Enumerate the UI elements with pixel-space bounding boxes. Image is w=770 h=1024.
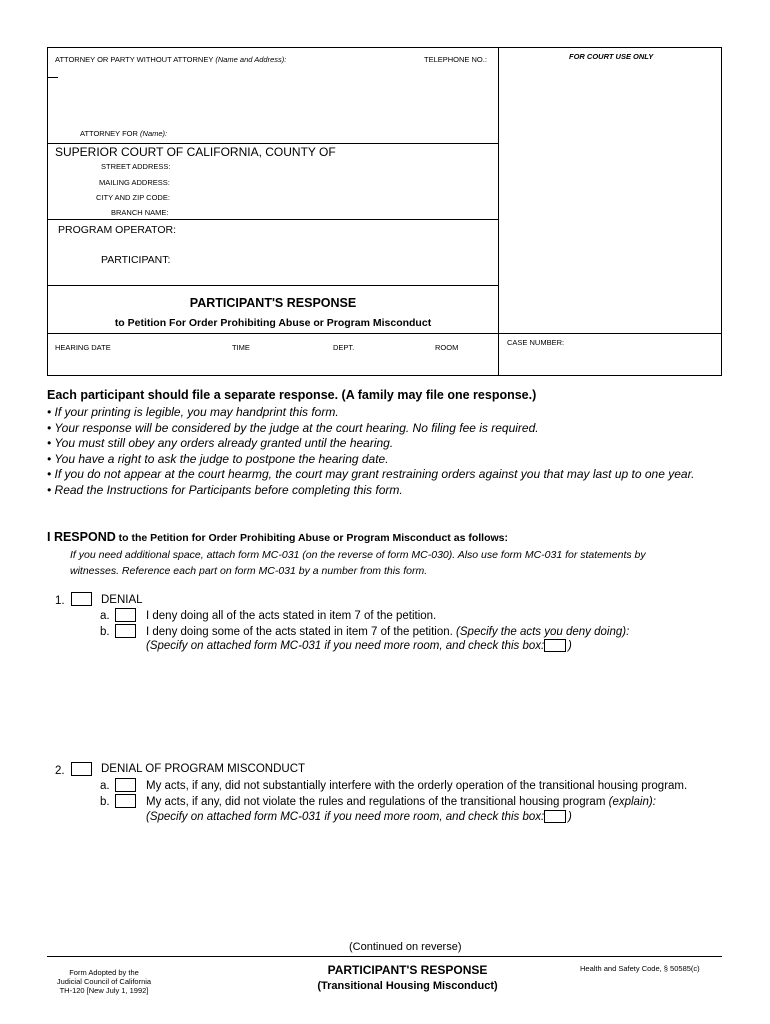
item1b-checkbox[interactable] (115, 624, 136, 638)
item2-number: 2. (55, 765, 65, 777)
program-operator-label: PROGRAM OPERATOR: (58, 224, 177, 236)
item1-number: 1. (55, 595, 65, 607)
item1-title: DENIAL (101, 594, 143, 606)
instruction-item: • If your printing is legible, you may handprint this form. (47, 405, 339, 419)
item1a-checkbox[interactable] (115, 608, 136, 622)
respond-note: If you need additional space, attach form MC-031 (on the reverse of form MC-030). Also use form MC-031 for statements by witnesses. Reference each part on form MC-031 by a number from this form. (70, 549, 646, 577)
item2a-letter: a. (100, 780, 110, 792)
item1-attach-text: (Specify on attached form MC-031 if you need more room, and check this box: (146, 640, 545, 652)
item1-attach-close: ) (568, 640, 572, 652)
item2a-checkbox[interactable] (115, 778, 136, 792)
instruction-item: • Your response will be considered by the judge at the court hearing. No filing fee is required. (47, 420, 539, 435)
case-number-label: CASE NUMBER: (507, 338, 565, 347)
item2-title: DENIAL OF PROGRAM MISCONDUCT (101, 763, 306, 775)
instructions-heading: Each participant should file a separate response. (A family may file one response.) (47, 388, 537, 402)
footer-citation: Health and Safety Code, § 50585(c) (580, 964, 700, 973)
hearing-date-label: HEARING DATE (55, 343, 111, 352)
telephone-label: TELEPHONE NO.: (424, 55, 487, 64)
continued-note: (Continued on reverse) (349, 941, 462, 953)
form-adopted: Form Adopted by the Judicial Council of California TH-120 [New July 1, 1992] (56, 968, 152, 995)
form-subtitle: to Petition For Order Prohibiting Abuse or Program Misconduct (114, 317, 432, 329)
item1a-letter: a. (100, 610, 110, 622)
instruction-item: • You have a right to ask the judge to postpone the hearing date. (47, 451, 389, 466)
instructions-list (47, 405, 694, 499)
attorney-for-label: ATTORNEY FOR (Name): (80, 129, 168, 138)
item2b-checkbox[interactable] (115, 794, 136, 808)
city-zip-label: CITY AND ZIP CODE: (96, 193, 170, 202)
item2-attach-close: ) (568, 811, 572, 823)
court-use-label: FOR COURT USE ONLY (569, 52, 654, 61)
branch-name-label: BRANCH NAME: (111, 208, 169, 217)
street-address-label: STREET ADDRESS: (101, 162, 171, 171)
attorney-label: ATTORNEY OR PARTY WITHOUT ATTORNEY (Name and Address): (55, 55, 287, 64)
item2b-text: My acts, if any, did not violate the rules and regulations of the transitional housing program (explain): (146, 796, 656, 808)
instruction-item: • If you do not appear at the court hearmg, the court may grant restraining orders against you that may last up to one year. (47, 467, 695, 482)
item2-attach-checkbox[interactable] (544, 810, 566, 823)
item1b-text: I deny doing some of the acts stated in item 7 of the petition. (Specify the acts you deny doing): (146, 626, 630, 638)
dept-label: DEPT. (333, 343, 355, 352)
room-label: ROOM (435, 343, 459, 352)
respond-statement: I RESPOND to the Petition for Order Prohibiting Abuse or Program Misconduct as follows: (47, 530, 508, 544)
item1a-text: I deny doing all of the acts stated in item 7 of the petition. (146, 610, 437, 622)
mailing-address-label: MAILING ADDRESS: (99, 178, 170, 187)
instruction-item: • You must still obey any orders already granted until the hearing. (47, 436, 394, 451)
item1b-letter: b. (100, 626, 110, 638)
time-label: TIME (232, 343, 250, 352)
item2b-letter: b. (100, 796, 110, 808)
form-title: PARTICIPANT'S RESPONSE (189, 296, 357, 310)
footer-title: PARTICIPANT'S RESPONSE (327, 963, 488, 977)
item2a-text: My acts, if any, did not substantially interfere with the orderly operation of the transitional housing program. (146, 780, 688, 792)
item1-checkbox[interactable] (71, 592, 92, 606)
item2-checkbox[interactable] (71, 762, 92, 776)
instruction-item: • Read the Instructions for Participants before completing this form. (47, 482, 403, 497)
footer-subtitle: (Transitional Housing Misconduct) (317, 980, 498, 992)
participant-label: PARTICIPANT: (101, 254, 171, 266)
footer-rule (47, 956, 722, 957)
court-name: SUPERIOR COURT OF CALIFORNIA, COUNTY OF (55, 145, 336, 159)
item2-attach-text: (Specify on attached form MC-031 if you need more room, and check this box: (146, 811, 545, 823)
item1-attach-checkbox[interactable] (544, 639, 566, 652)
